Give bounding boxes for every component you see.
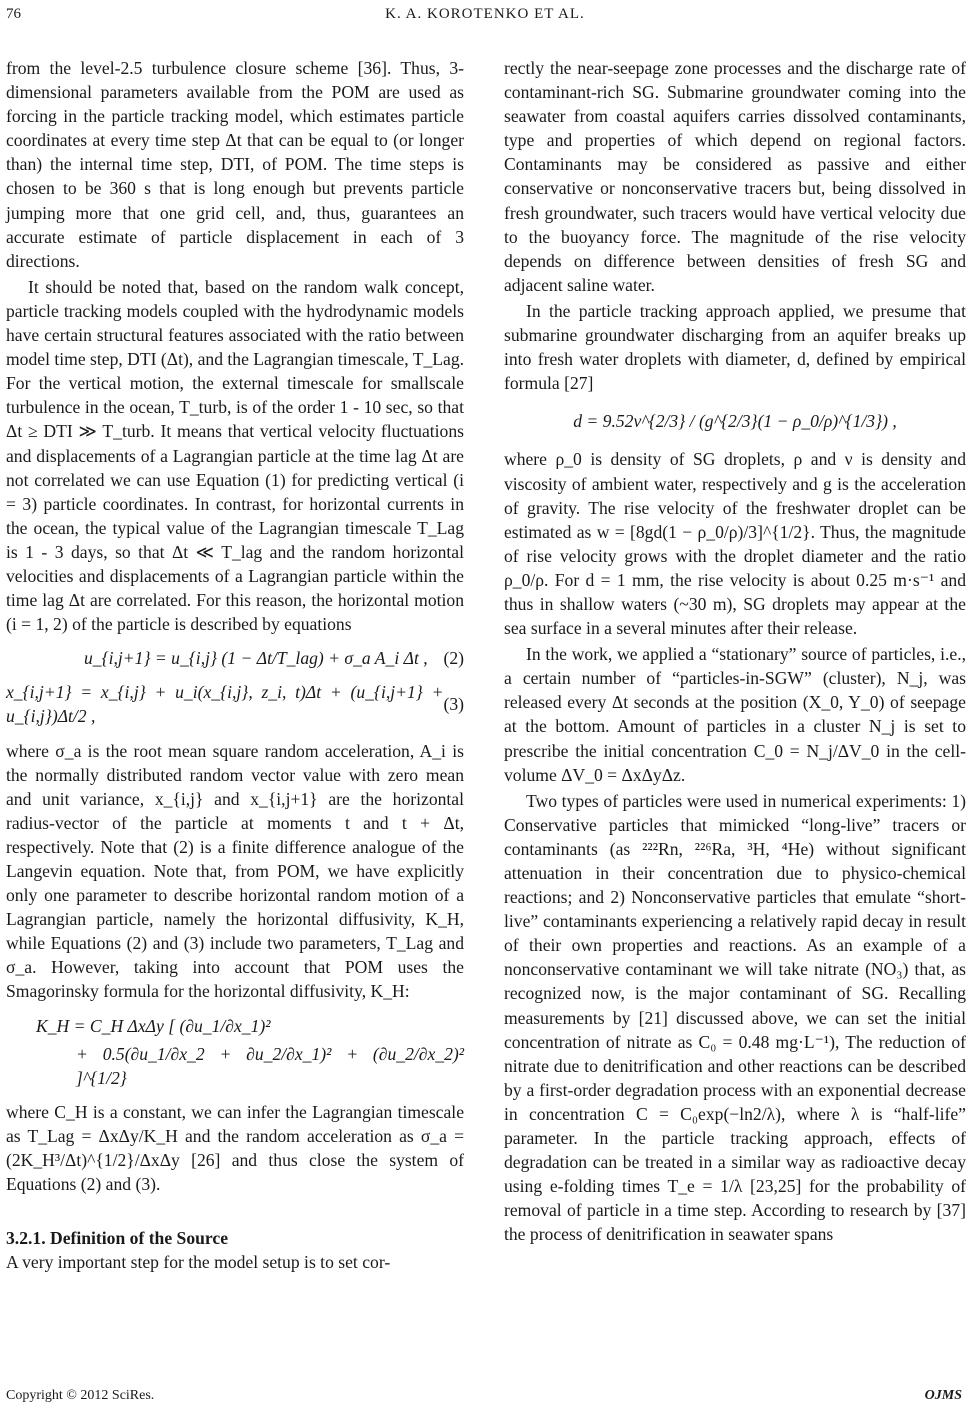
- section-heading: 3.2.1. Definition of the Source: [6, 1228, 229, 1249]
- copyright-notice: Copyright © 2012 SciRes.: [6, 1388, 155, 1403]
- paragraph: In the particle tracking approach applied, we presume that submarine groundwater discharging from an aquifer breaks up into fresh water droplets with diameter, d, defined by empirical formula [27]: [504, 300, 966, 394]
- equation-smagorinsky-line2: [6, 1042, 464, 1090]
- right-column: [504, 56, 966, 1247]
- paragraph: from the level-2.5 turbulence closure scheme [36]. Thus, 3-dimensional parameters available from the POM are used as forcing in the particle tracking model, which estimates particle coordinates at every time step Δt that can be equal to (or longer than) the internal time step, DTI, of POM. The time steps is chosen to be 360 s that is long enough but prevents particle jumping more that one grid cell, and, thus, guarantees an accurate estimate of particle displacement in each of 3 directions.: [6, 58, 464, 271]
- paragraph: Two types of particles were used in numerical experiments: 1) Conservative particles that mimicked “long-live” tracers or contaminants (as ²²²Rn, ²²⁶Ra, ³H, ⁴He) without significant attenuation in their concentration due to physico-chemical reactions; and 2) Nonconservative particles that emulate “short-live” contaminants experiencing a relatively rapid decay in result of their own properties and reactions. As an example of a nonconservative contaminant we will take nitrate (NO₃) that, as recognized now, is the major contaminant of SG. Recalling measurements by [21] discussed above, we can set the initial concentration of nitrate as C₀ = 0.48 mg·L⁻¹), The reduction of nitrate due to denitrification and other reactions can be described by a first-order degradation process with an exponential decrease in concentration C = C₀exp(−ln2/λ), where λ is “half-life” parameter. In the particle tracking approach, effects of degradation can be treated in a similar way as radioactive decay using e-folding times T_e = 1/λ [23,25] for the probability of removal of particle in a time step. According to research by [37] the process of denitrification in seawater spans: [504, 790, 966, 1245]
- equation-3: [6, 680, 464, 728]
- equation-body: d = 9.52ν^{2/3} / (g^{2/3}(1 − ρ_0/ρ)^{1/3}) ,: [573, 411, 897, 432]
- equation-number: (2): [443, 648, 464, 669]
- running-title: K. A. KOROTENKO ET AL.: [385, 6, 585, 22]
- paragraph: It should be noted that, based on the random walk concept, particle tracking models coupled with the hydrodynamic models have certain structural features associated with the ratio between model time step, DTI (Δt), and the Lagrangian timescale, T_Lag. For the vertical motion, the external timescale for smallscale turbulence in the ocean, T_turb, is of the order 1 - 10 sec, so that Δt ≥ DTI ≫ T_turb. It means that vertical velocity fluctuations and displacements of a Lagrangian particle at the time lag Δt are not correlated we can use Equation (1) for predicting vertical (i = 3) particle coordinates. In contrast, for horizontal currents in the ocean, the typical value of the Lagrangian timescale T_Lag is 1 - 3 days, so that Δt ≪ T_lag and the random horizontal velocities and displacements of a Lagrangian particle within the time lag Δt are correlated. For this reason, the horizontal motion (i = 1, 2) of the particle is described by equations: [6, 276, 465, 635]
- paragraph: In the work, we applied a “stationary” source of particles, i.e., a certain number of “particles-in-SGW” (cluster), N_j, was released every Δt seconds at the position (X_0, Y_0) of seepage at the bottom. Amount of particles in a cluster N_j is set to prescribe the initial concentration C_0 = N_j/ΔV_0 in the cell-volume ΔV_0 = ΔxΔyΔz.: [504, 644, 966, 785]
- equation-smagorinsky-line1: [6, 1014, 464, 1038]
- equation-number: (3): [443, 694, 464, 715]
- equation-body: K_H = C_H ΔxΔy [ (∂u_1/∂x_1)²: [36, 1015, 271, 1036]
- paragraph: where C_H is a constant, we can infer the Lagrangian timescale as T_Lag = ΔxΔy/K_H and the random acceleration as σ_a = (2K_H³/Δt)^{1/2}/ΔxΔy [26] and thus close the system of Equations (2) and (3).: [6, 1101, 464, 1195]
- paragraph: where σ_a is the root mean square random acceleration, A_i is the normally distributed random vector value with zero mean and unit variance, x_{i,j} and x_{i,j+1} are the horizontal radius-vector of the particle at moments t and t + Δt, respectively. Note that (2) is a finite difference analogue of the Langevin equation. Note that, from POM, we have explicitly only one parameter to describe horizontal random motion of a Lagrangian particle, namely the horizontal diffusivity, K_H, while Equations (2) and (3) include two parameters, T_Lag and σ_a. However, taking into account that POM uses the Smagorinsky formula for the horizontal diffusivity, K_H:: [6, 740, 464, 1002]
- page-number: 76: [6, 6, 21, 22]
- left-column: [6, 56, 464, 1274]
- journal-name: OJMS: [924, 1388, 962, 1403]
- equation-body: x_{i,j+1} = x_{i,j} + u_i(x_{i,j}, z_i, t)Δt + (u_{i,j+1} + u_{i,j})Δt/2 ,: [6, 682, 444, 727]
- equation-body: u_{i,j+1} = u_{i,j} (1 − Δt/T_lag) + σ_a A_i Δt ,: [84, 648, 428, 669]
- equation-2: [6, 646, 464, 670]
- equation-droplet-diameter: [504, 409, 966, 433]
- equation-body: + 0.5(∂u_1/∂x_2 + ∂u_2/∂x_1)² + (∂u_2/∂x_2)² ]^{1/2}: [76, 1043, 464, 1088]
- paragraph: where ρ_0 is density of SG droplets, ρ and ν is density and viscosity of ambient water, respectively and g is the acceleration of gravity. The rise velocity of the freshwater droplet can be estimated as w = [8gd(1 − ρ_0/ρ)/3]^{1/2}. Thus, the magnitude of rise velocity grows with the droplet diameter and the ratio ρ_0/ρ. For d = 1 mm, the rise velocity is about 0.25 m·s⁻¹ and thus in shallow waters (~30 m), SG droplets may appear at the sea surface in a several minutes after their release.: [504, 449, 966, 639]
- paragraph: A very important step for the model setup is to set cor-: [6, 1252, 391, 1273]
- running-header: [0, 0, 970, 30]
- paragraph: rectly the near-seepage zone processes and the discharge rate of contaminant-rich SG. Submarine groundwater coming into the seawater from coastal aquifers carries dissolved contaminants, type and properties of which depend on regional factors. Contaminants may be considered as passive and either conservative or nonconservative tracers but, being dissolved in fresh groundwater, such tracers would have vertical velocity due to the buoyancy force. The magnitude of the rise velocity depends on difference between densities of fresh SG and adjacent saline water.: [504, 58, 966, 295]
